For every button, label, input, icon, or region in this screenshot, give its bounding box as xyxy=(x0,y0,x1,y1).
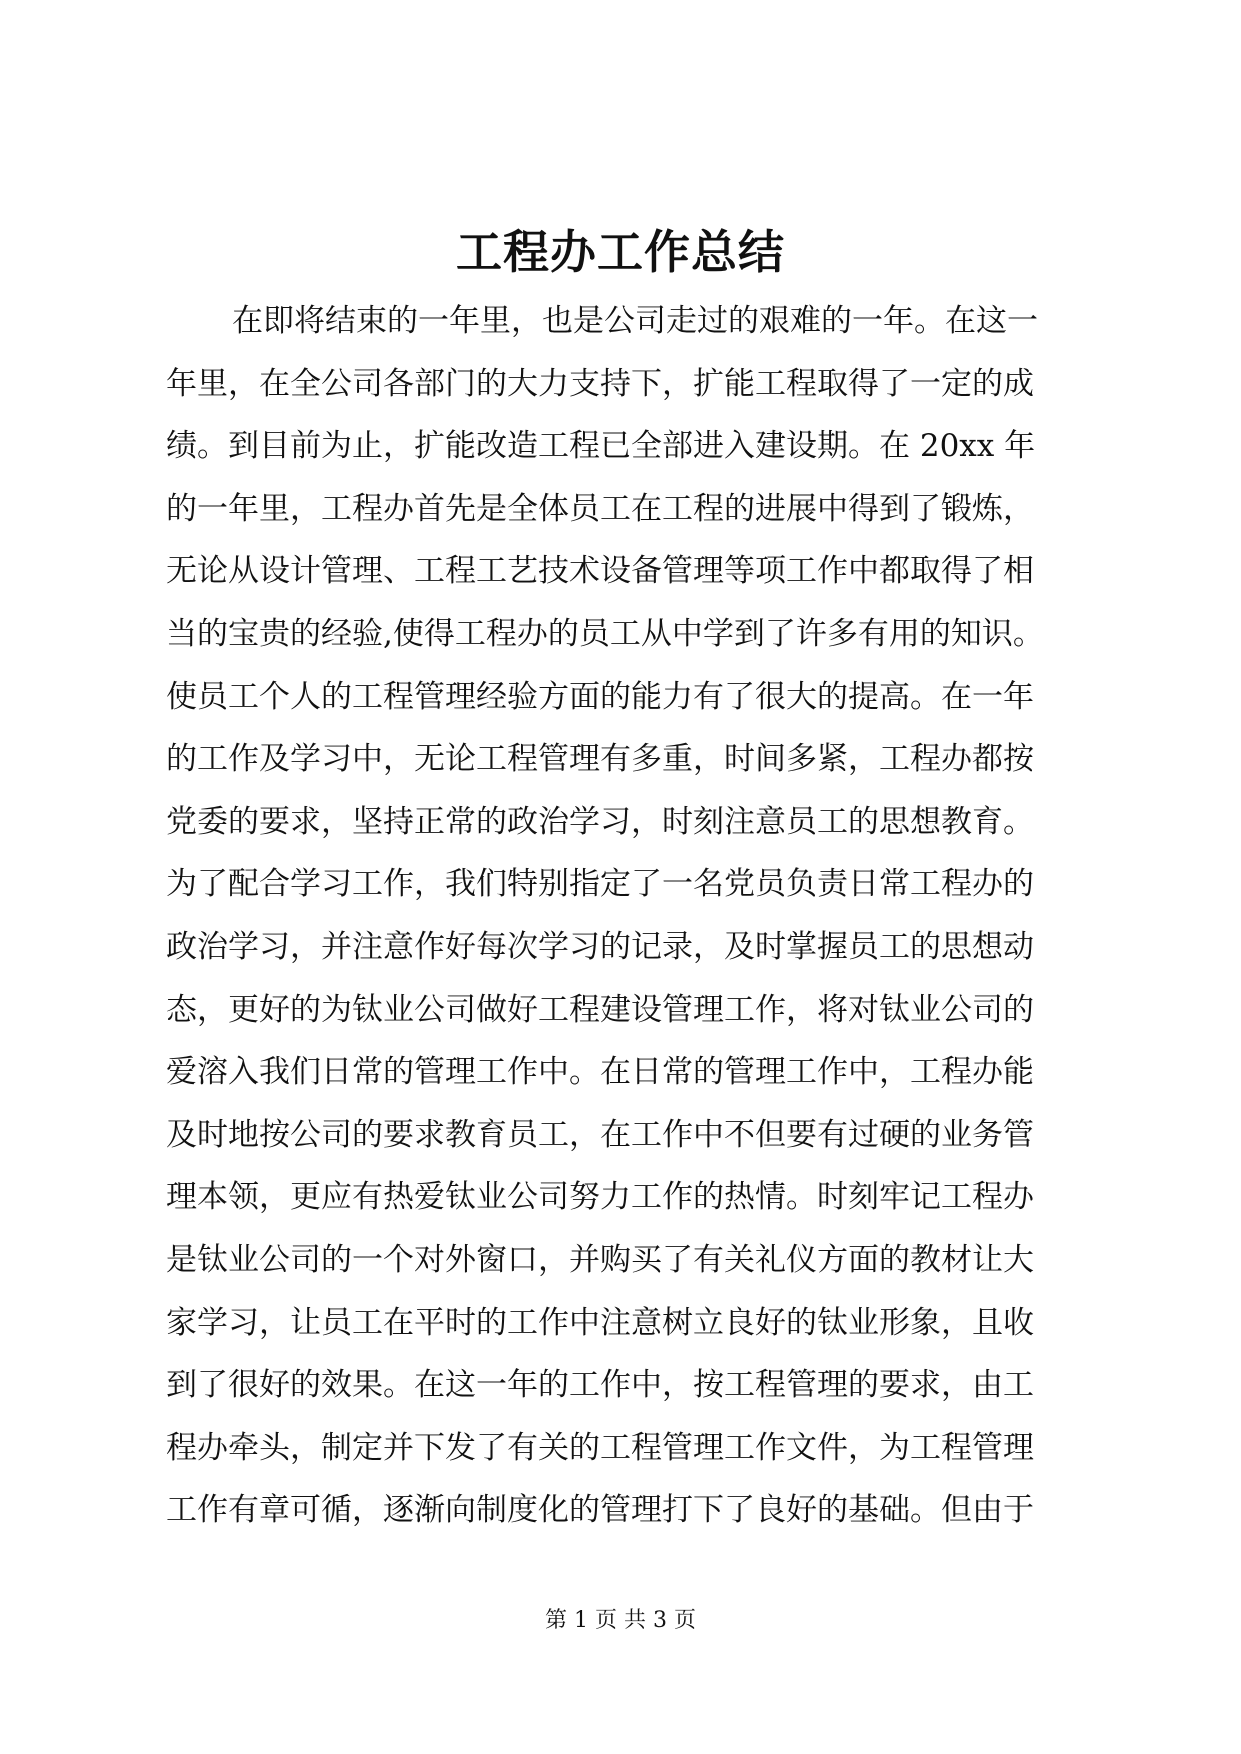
text-line: 党委的要求，坚持正常的政治学习，时刻注意员工的思想教育。 xyxy=(166,803,1034,840)
text-line: 的工作及学习中，无论工程管理有多重，时间多紧，工程办都按 xyxy=(166,741,1034,778)
text-line: 工作有章可循，逐渐向制度化的管理打下了良好的基础。但由于 xyxy=(166,1492,1034,1529)
page-footer: 第 1 页 共 3 页 xyxy=(545,1608,696,1633)
body-text xyxy=(166,290,1086,1542)
document-title: 工程办工作总结 xyxy=(456,225,785,279)
text-line: 当的宝贵的经验,使得工程办的员工从中学到了许多有用的知识。 xyxy=(166,615,1044,652)
text-line: 使员工个人的工程管理经验方面的能力有了很大的提高。在一年 xyxy=(166,678,1034,715)
text-line: 理本领，更应有热爱钛业公司努力工作的热情。时刻牢记工程办 xyxy=(166,1179,1034,1216)
text-line: 无论从设计管理、工程工艺技术设备管理等项工作中都取得了相 xyxy=(166,553,1034,590)
text-line: 爱溶入我们日常的管理工作中。在日常的管理工作中，工程办能 xyxy=(166,1054,1034,1091)
text-line: 政治学习，并注意作好每次学习的记录，及时掌握员工的思想动 xyxy=(166,928,1034,965)
text-line: 到了很好的效果。在这一年的工作中，按工程管理的要求，由工 xyxy=(166,1367,1034,1404)
text-line: 为了配合学习工作，我们特别指定了一名党员负责日常工程办的 xyxy=(166,866,1034,903)
text-line: 程办牵头，制定并下发了有关的工程管理工作文件，为工程管理 xyxy=(166,1429,1034,1466)
text-line: 态，更好的为钛业公司做好工程建设管理工作，将对钛业公司的 xyxy=(166,991,1034,1028)
text-line: 年里，在全公司各部门的大力支持下，扩能工程取得了一定的成 xyxy=(166,365,1034,402)
text-line: 是钛业公司的一个对外窗口，并购买了有关礼仪方面的教材让大 xyxy=(166,1241,1034,1278)
text-line: 及时地按公司的要求教育员工，在工作中不但要有过硬的业务管 xyxy=(166,1116,1034,1153)
text-line: 绩。到目前为止，扩能改造工程已全部进入建设期。在 20xx 年 xyxy=(166,428,1036,465)
text-line: 在即将结束的一年里，也是公司走过的艰难的一年。在这一 xyxy=(232,303,1038,339)
text-line: 的一年里，工程办首先是全体员工在工程的进展中得到了锻炼， xyxy=(166,490,1034,527)
text-line: 家学习，让员工在平时的工作中注意树立良好的钛业形象，且收 xyxy=(166,1304,1034,1341)
